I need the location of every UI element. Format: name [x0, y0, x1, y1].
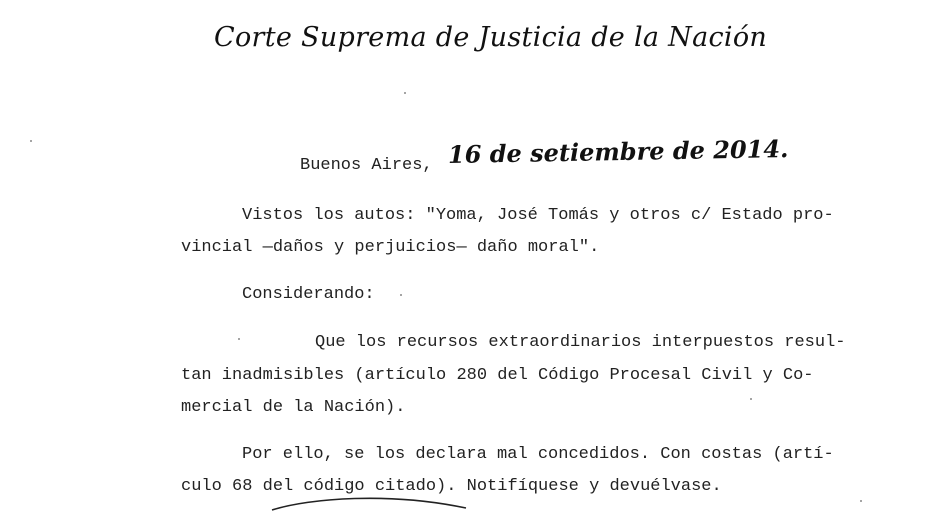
considerando-line-1: Que los recursos extraordinarios interpuestos resul-	[315, 333, 846, 352]
place-text: Buenos Aires,	[300, 156, 433, 175]
considerando-line-2: tan inadmisibles (artículo 280 del Código Procesal Civil y Co-	[181, 366, 814, 385]
scan-speck	[404, 92, 406, 94]
scan-speck	[860, 500, 862, 502]
considerando-line-3: mercial de la Nación).	[181, 398, 406, 417]
resolution-line-1: Por ello, se los declara mal concedidos. Con costas (artí-	[242, 445, 834, 464]
vistos-line-2: vincial —daños y perjuicios— daño moral".	[181, 238, 600, 257]
scan-speck	[30, 140, 32, 142]
scan-speck	[238, 338, 240, 340]
court-heading: Corte Suprema de Justicia de la Nación	[214, 22, 768, 53]
vistos-line-1: Vistos los autos: "Yoma, José Tomás y otros c/ Estado pro-	[242, 206, 834, 225]
handwritten-date: 16 de setiembre de 2014.	[447, 134, 789, 169]
considerando-label: Considerando:	[242, 285, 375, 304]
scan-speck	[750, 398, 752, 400]
resolution-line-2: culo 68 del código citado). Notifíquese y devuélvase.	[181, 477, 722, 496]
signature-stroke	[270, 494, 470, 511]
scan-speck	[400, 294, 402, 296]
